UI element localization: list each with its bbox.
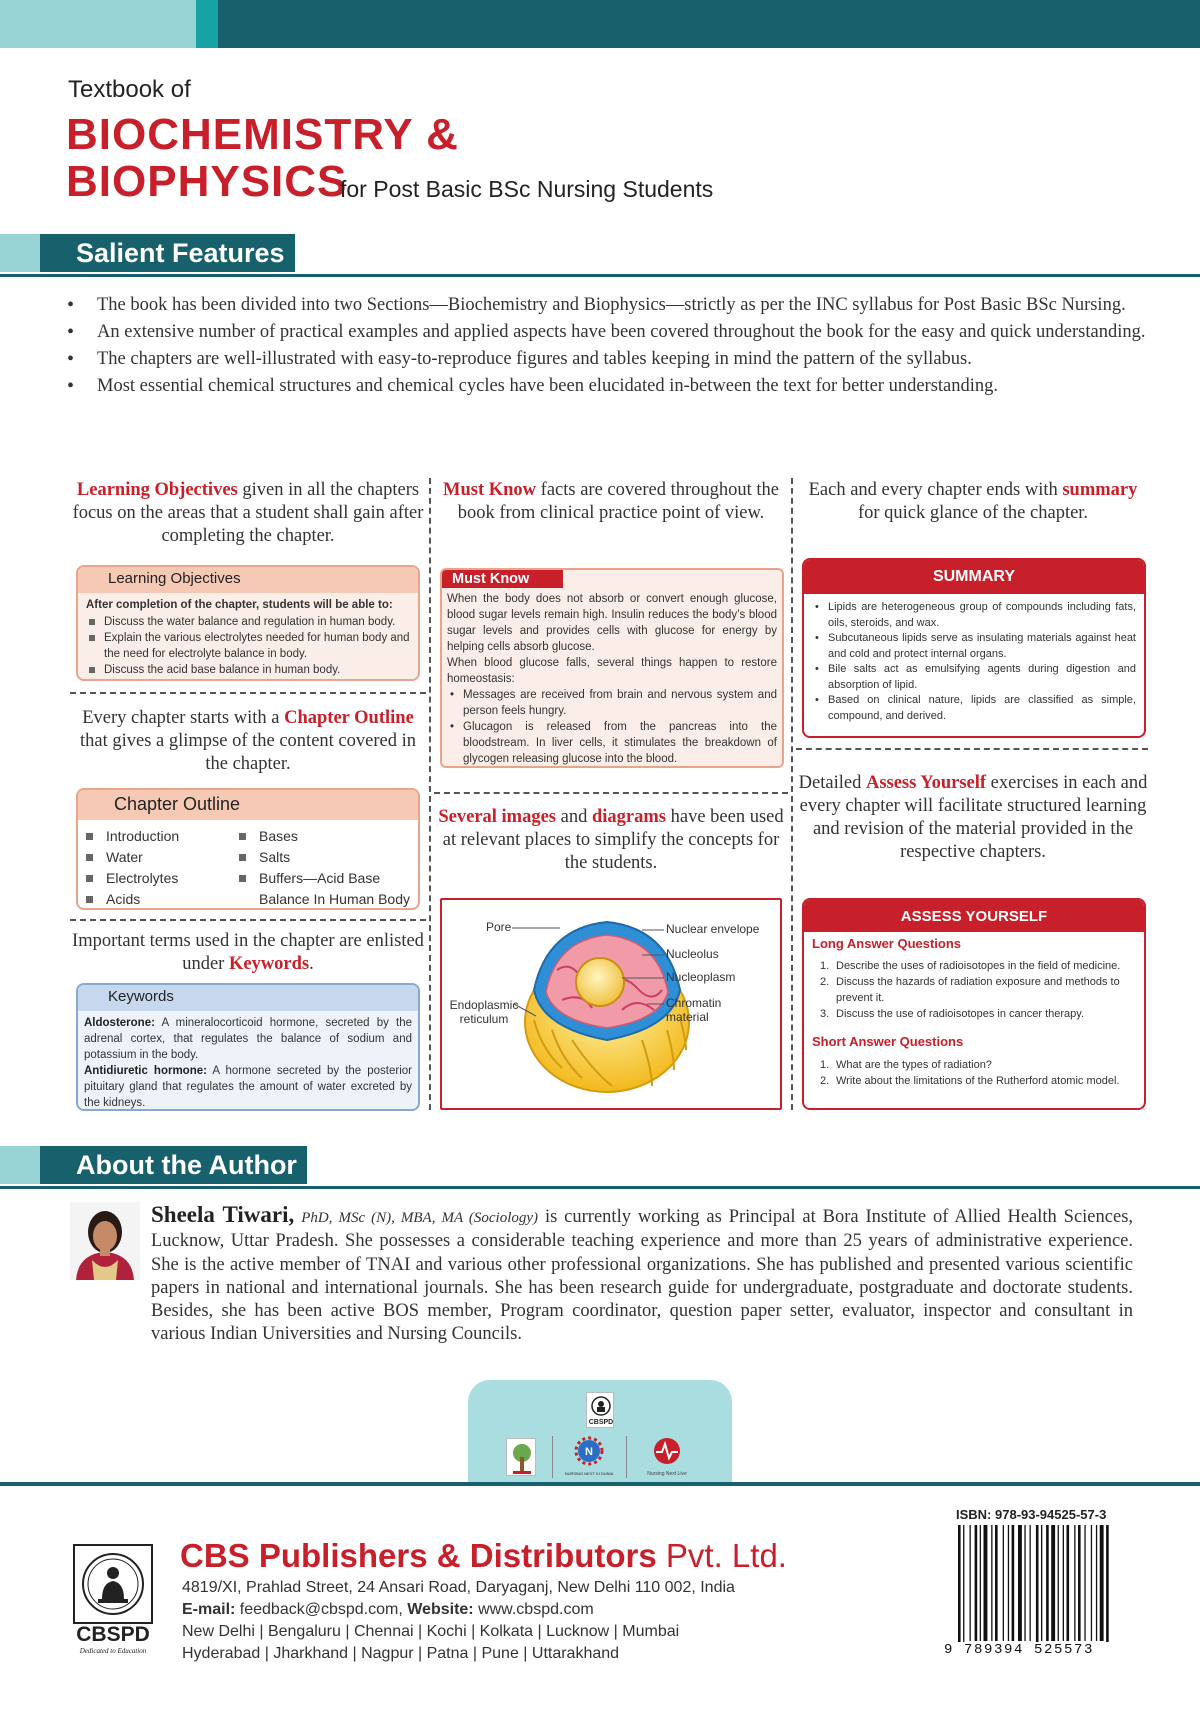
list-item: 1. Describe the uses of radioisotopes in the field of medicine. — [820, 960, 1121, 972]
list-item: Introduction — [78, 826, 179, 847]
keyword-term: Aldosterone: — [84, 1017, 155, 1029]
section-tab-light — [0, 1146, 40, 1184]
section-rule — [0, 1186, 1200, 1189]
assess-yourself-description — [798, 772, 1148, 864]
diagram-label-nucleoplasm: Nucleoplasm — [666, 970, 736, 984]
barcode-bar — [1003, 1525, 1004, 1641]
email-value: feedback@cbspd.com, — [235, 1601, 408, 1618]
barcode-bar — [1078, 1525, 1081, 1641]
summary-sample — [802, 558, 1146, 738]
chapter-outline-box-title: Chapter Outline — [78, 790, 418, 820]
diagram-label-pore: Pore — [486, 920, 512, 934]
barcode-bar — [980, 1525, 981, 1641]
barcode-bar — [1096, 1525, 1097, 1641]
question-text: Discuss the hazards of radiation exposure and methods to prevent it. — [836, 976, 1120, 1004]
nursing-next-caption: NURSING NEXT KI DUNIA — [564, 1471, 614, 1476]
question-text: Describe the uses of radioisotopes in the field of medicine. — [836, 960, 1121, 972]
list-item: • The book has been divided into two Sections—Biochemistry and Biophysics—strictly as per the INC syllabus for Post Basic BSc Nursing. — [64, 294, 1164, 317]
website-label: Website: — [407, 1601, 474, 1618]
cbspd-logo-tagline: Dedicated to Education — [79, 1647, 147, 1655]
heartbeat-icon — [642, 1436, 692, 1466]
salient-features-list — [64, 294, 1164, 402]
keyword-definition: A mineralocorticoid hormone, secreted by the adrenal cortex, that regulates the balance of sodium and potassium in the body. — [84, 1017, 412, 1061]
list-item: • Messages are received from brain and nervous system and person feels hungry. — [447, 687, 777, 719]
assess-yourself-box-title: ASSESS YOURSELF — [804, 900, 1144, 932]
author-photo — [70, 1202, 140, 1280]
cbspd-emblem-icon — [72, 1543, 154, 1655]
barcode-bar — [1041, 1525, 1042, 1641]
description-text: . — [309, 954, 314, 974]
learning-objectives-highlight: Learning Objectives — [76, 480, 238, 500]
author-credentials: PhD, MSc (N), MBA, MA (Sociology) — [301, 1210, 539, 1226]
must-know-box-title: Must Know — [442, 570, 563, 588]
nursing-next-logo — [564, 1436, 614, 1478]
barcode-bar — [991, 1525, 992, 1641]
assess-yourself-sample — [802, 898, 1146, 1110]
short-answer-title: Short Answer Questions — [812, 1034, 964, 1049]
imprint-logos-panel — [468, 1380, 732, 1482]
barcode-bar — [1024, 1525, 1025, 1641]
publisher-name-bold: CBS Publishers & Distributors — [180, 1537, 657, 1574]
description-text: exercises in each and every chapter will facilitate structured learning and revision of the material provided in the respective chapters. — [799, 773, 1148, 862]
book-title-line2: BIOPHYSICS — [66, 157, 348, 206]
keyword-entry — [84, 1063, 412, 1111]
list-item: Buffers—Acid Base — [231, 868, 410, 889]
chapter-outline-sample — [76, 788, 420, 910]
salient-features-header — [0, 230, 1200, 276]
description-text: facts are covered throughout the book from clinical practice point of view. — [457, 480, 779, 523]
book-title-line1: BIOCHEMISTRY & — [66, 110, 459, 159]
section-tab-light — [0, 234, 40, 272]
question-text: Write about the limitations of the Rutherford atomic model. — [836, 1075, 1120, 1087]
list-item: Acids — [78, 889, 179, 910]
barcode-bar — [975, 1525, 978, 1641]
barcode-bar — [995, 1525, 998, 1641]
learning-objectives-description — [70, 479, 426, 548]
barcode-bar — [1051, 1525, 1055, 1641]
email-label: E-mail: — [182, 1601, 236, 1618]
list-item: • The chapters are well-illustrated with easy-to-reproduce figures and tables keeping in mind the pattern of the syllabus. — [64, 348, 1164, 371]
diagram-label-chromatin: Chromatin material — [666, 996, 722, 1024]
description-text: have been used at relevant places to simplify the concepts for the students. — [442, 807, 784, 873]
question-text: Discuss the use of radioisotopes in cancer therapy. — [836, 1008, 1085, 1020]
barcode-bar — [1106, 1525, 1109, 1651]
description-text: given in all the chapters focus on the areas that a student shall gain after completing the chapter. — [72, 480, 424, 546]
barcode-bar — [1091, 1525, 1092, 1641]
list-item: Bases — [231, 826, 410, 847]
publisher-name — [180, 1537, 787, 1575]
about-author-title: About the Author — [40, 1146, 307, 1184]
isbn-barcode — [944, 1525, 1120, 1655]
top-color-bar — [0, 0, 1200, 48]
cbspd-emblem-icon — [587, 1393, 615, 1429]
column-divider — [791, 478, 793, 1110]
list-item: • Based on clinical nature, lipids are classified as simple, compound, and derived. — [812, 693, 1136, 724]
list-item: • An extensive number of practical examples and applied aspects have been covered throughout the book for the easy and quick understanding. — [64, 321, 1164, 344]
diagrams-highlight: diagrams — [591, 807, 666, 827]
list-item: Discuss the water balance and regulation in human body. — [86, 614, 410, 630]
chapter-outline-description — [70, 707, 426, 776]
barcode-bar — [970, 1525, 971, 1641]
barcode-bar — [1036, 1525, 1039, 1651]
list-item: • Most essential chemical structures and chemical cycles have been elucidated in-between the text for better understanding. — [64, 375, 1164, 398]
list-item: 3. Discuss the use of radioisotopes in cancer therapy. — [820, 1008, 1085, 1020]
author-bio-text: is currently working as Principal at Bora Institute of Allied Health Sciences, Lucknow, Uttar Pradesh. She possesses a considerable teaching experience and more than 25 years of administrative experience. She is the active member of TNAI and various other professional organizations. She has published and presented various scientific papers in national and international journals. She has been research guide for undergraduate, postgraduate and doctorate students. Besides, she has been active BOS member, Program coordinator, question paper setter, evaluator, inspector and consultant in various Indian Universities and Nursing Councils. — [151, 1207, 1134, 1345]
description-text: Every chapter starts with a — [82, 708, 285, 728]
description-text: that gives a glimpse of the content covered in the chapter. — [80, 731, 416, 774]
nucleus-diagram-sample — [440, 898, 782, 1110]
list-item: Explain the various electrolytes needed for human body and the need for electrolyte balance in body. — [86, 630, 410, 662]
keyword-entry — [84, 1015, 412, 1063]
description-text: Important terms used in the chapter are enlisted under — [72, 931, 424, 974]
svg-text:N: N — [585, 1446, 593, 1458]
textbook-of-label: Textbook of — [68, 76, 191, 103]
section-rule — [0, 274, 1200, 277]
must-know-paragraph: When the body does not absorb or convert enough glucose, blood sugar levels remain high. Insulin reduces the body’s blood sugar levels and provides cells with glucose for energy by helping cells absorb glucose. — [447, 593, 777, 653]
diagram-label-nuclear-envelope: Nuclear envelope — [666, 922, 760, 936]
nursing-next-live-logo — [642, 1436, 692, 1478]
images-description — [436, 806, 786, 875]
isbn-label: ISBN: 978-93-94525-57-3 — [956, 1507, 1107, 1522]
publisher-cities-1: New Delhi | Bengaluru | Chennai | Kochi | Kolkata | Lucknow | Mumbai — [182, 1623, 680, 1640]
must-know-highlight: Must Know — [443, 480, 537, 500]
logo-divider — [552, 1436, 553, 1478]
publisher-contact — [182, 1601, 594, 1619]
author-portrait-icon — [70, 1202, 140, 1280]
cbspd-logo-text: CBSPD — [76, 1623, 150, 1646]
chapter-outline-highlight: Chapter Outline — [284, 708, 414, 728]
list-item: • Bile salts act as emulsifying agents during digestion and absorption of lipid. — [812, 662, 1136, 693]
logo-divider — [626, 1436, 627, 1478]
top-bar-accent-segment — [196, 0, 218, 48]
keywords-highlight: Keywords — [228, 954, 310, 974]
barcode-bar — [1008, 1525, 1009, 1641]
publisher-cities-2: Hyderabad | Jharkhand | Nagpur | Patna | Pune | Uttarakhand — [182, 1645, 620, 1662]
nursing-next-live-caption: Nursing Next Live — [647, 1471, 687, 1477]
list-item: • Lipids are heterogeneous group of compounds including fats, oils, steroids, and wax. — [812, 600, 1136, 631]
column-divider — [429, 478, 431, 1110]
author-name: Sheela Tiwari, — [151, 1202, 295, 1227]
row-divider — [70, 919, 426, 921]
list-item: Electrolytes — [78, 868, 179, 889]
images-highlight: Several images — [438, 807, 557, 827]
barcode-bar — [1100, 1525, 1104, 1641]
barcode-bar — [1030, 1525, 1031, 1641]
barcode-bar — [1046, 1525, 1049, 1641]
assess-yourself-highlight: Assess Yourself — [865, 773, 987, 793]
cbspd-logo — [72, 1543, 154, 1655]
list-item: 2. Discuss the hazards of radiation exposure and methods to prevent it. — [820, 976, 1120, 1004]
row-divider — [434, 792, 788, 794]
author-bio — [151, 1203, 1133, 1347]
barcode-bar — [963, 1525, 964, 1651]
learning-objectives-box-title: Learning Objectives — [78, 567, 418, 593]
barcode-bar — [958, 1525, 961, 1651]
nursing-next-icon — [564, 1436, 614, 1466]
cbspd-small-text: CBSPD — [588, 1419, 614, 1426]
barcode-bar — [1084, 1525, 1085, 1641]
keywords-description — [70, 930, 426, 976]
description-text: and — [556, 807, 592, 827]
barcode-digits: 9 789394 525573 — [944, 1642, 1120, 1658]
barcode-bar — [1063, 1525, 1064, 1641]
summary-highlight: summary — [1062, 480, 1138, 500]
list-item: • Glucagon is released from the pancreas into the bloodstream. In liver cells, it stimulates the breakdown of glycogen releasing glucose into the blood. — [447, 719, 777, 767]
list-item: • Subcutaneous lipids serve as insulating materials against heat and cold and protect internal organs. — [812, 631, 1136, 662]
publisher-name-tail: Pvt. Ltd. — [656, 1537, 787, 1574]
list-item: Salts — [231, 847, 410, 868]
row-divider — [796, 748, 1148, 750]
long-answer-title: Long Answer Questions — [812, 936, 962, 951]
row-divider — [70, 692, 426, 694]
barcode-bar — [1018, 1525, 1022, 1641]
must-know-paragraph: When blood glucose falls, several things happen to restore homeostasis: — [447, 657, 777, 685]
cbspd-small-logo — [586, 1392, 614, 1428]
list-item: Discuss the acid base balance in human body. — [86, 662, 410, 678]
salient-features-title: Salient Features — [40, 234, 295, 272]
about-author-header — [0, 1142, 1200, 1188]
must-know-description — [436, 479, 786, 525]
keywords-box-title: Keywords — [78, 985, 418, 1011]
book-subtitle: for Post Basic BSc Nursing Students — [340, 176, 714, 202]
barcode-bar — [1012, 1525, 1015, 1641]
bottom-rule — [0, 1482, 1200, 1486]
barcode-bar — [1058, 1525, 1059, 1641]
question-text: What are the types of radiation? — [836, 1059, 992, 1071]
diagram-label-er: Endoplasmic reticulum — [449, 998, 519, 1026]
barcode-bar — [984, 1525, 988, 1641]
barcode-bar — [1067, 1525, 1070, 1641]
description-text: for quick glance of the chapter. — [857, 503, 1089, 523]
must-know-sample — [440, 568, 784, 768]
barcode-bar — [1074, 1525, 1075, 1641]
description-text: Each and every chapter ends with — [808, 480, 1063, 500]
summary-box-title: SUMMARY — [804, 560, 1144, 594]
tree-icon — [507, 1439, 537, 1477]
list-item: 2. Write about the limitations of the Rutherford atomic model. — [820, 1075, 1120, 1087]
keywords-sample — [76, 983, 420, 1111]
top-bar-light-segment — [0, 0, 196, 48]
list-item: 1. What are the types of radiation? — [820, 1059, 992, 1071]
learning-objectives-sample — [76, 565, 420, 681]
list-item: Water — [78, 847, 179, 868]
diagram-label-nucleolus: Nucleolus — [666, 947, 719, 961]
summary-description — [798, 479, 1148, 525]
list-item: Balance In Human Body — [259, 891, 410, 907]
tree-logo — [506, 1438, 536, 1476]
learning-objectives-intro: After completion of the chapter, students will be able to: — [86, 599, 393, 611]
description-text: Detailed — [798, 773, 866, 793]
website-value: www.cbspd.com — [473, 1601, 594, 1618]
keyword-definition: A hormone secreted by the posterior pituitary gland that regulates the amount of water excreted by the kidneys. — [84, 1065, 412, 1109]
keyword-term: Antidiuretic hormone: — [84, 1065, 207, 1077]
publisher-address: 4819/XI, Prahlad Street, 24 Ansari Road, Daryaganj, New Delhi 110 002, India — [182, 1579, 735, 1596]
